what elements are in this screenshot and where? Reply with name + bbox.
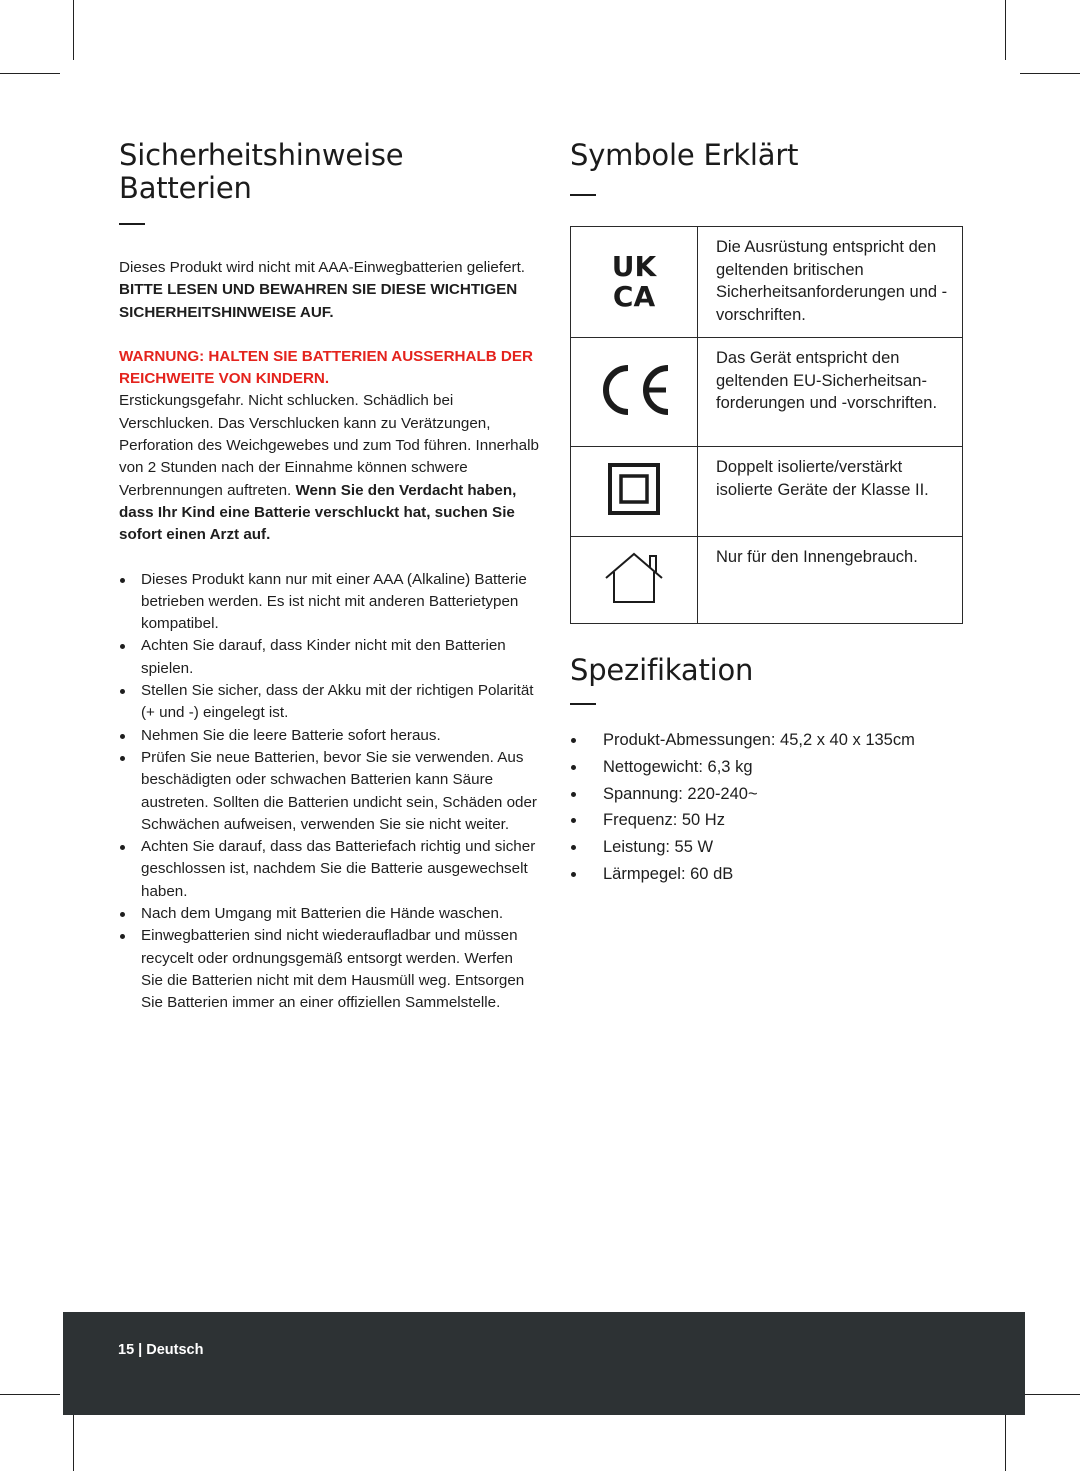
read-notice: BITTE LESEN UND BEWAHREN SIE DIESE WICHTIGEN SICHERHEITSHINWEISE AUF. [119, 281, 518, 321]
symbol-cell [571, 447, 698, 537]
symbol-description: Die Ausrüstung entspricht den geltenden britischen Sicherheitsanforderungen und -vorschriften. [698, 227, 963, 338]
specification-list [570, 727, 963, 888]
warning-bold-text: Wenn Sie den Verdacht haben, dass Ihr Kind eine Batterie verschluckt hat, suchen Sie sofort einen Arzt auf. [119, 481, 517, 544]
battery-safety-list [119, 569, 539, 1015]
ce-mark-icon [594, 360, 674, 420]
crop-mark [1020, 1394, 1080, 1395]
symbol-cell [571, 227, 698, 338]
table-row [571, 447, 963, 537]
crop-mark [1005, 1411, 1006, 1471]
table-row [571, 537, 963, 624]
list-item: Achten Sie darauf, dass Kinder nicht mit den Batterien spielen. [119, 635, 539, 680]
symbols-title: Symbole Erklärt [570, 138, 799, 172]
page-number-label: 15 | Deutsch [118, 1342, 204, 1358]
crop-mark [73, 1411, 74, 1471]
title-line: Batterien [119, 171, 252, 205]
title-line: Sicherheitshinweise [119, 138, 404, 172]
ukca-text-bottom: CA [612, 279, 656, 310]
list-item: Leistung: 55 W [570, 834, 963, 861]
page-footer [63, 1312, 1025, 1415]
table-row [571, 338, 963, 447]
list-item: Nehmen Sie die leere Batterie sofort heraus. [119, 725, 539, 747]
symbols-table [570, 226, 963, 624]
battery-safety-title [119, 139, 539, 205]
list-item: Nettogewicht: 6,3 kg [570, 754, 963, 781]
crop-mark [1020, 73, 1080, 74]
ukca-text-top: UK [611, 249, 657, 283]
title-underline [119, 223, 145, 225]
symbol-description: Doppelt isolierte/verstärkt isolierte Geräte der Klasse II. [698, 447, 963, 537]
list-item: Spannung: 220-240~ [570, 781, 963, 808]
crop-mark [73, 0, 74, 60]
crop-mark [0, 73, 60, 74]
intro-text: Dieses Produkt wird nicht mit AAA-Einwegbatterien geliefert. [119, 259, 526, 276]
symbol-cell [571, 338, 698, 447]
warning-text: Erstickungsgefahr. Nicht schlucken. Schädlich bei Verschlucken. Das Verschlucken kann zu Verätzungen, Perforation des Weichgewebes und zum Tod führen. Innerhalb von 2 Stunden nach der Einnahme können schwere Verbrennungen auftreten. [119, 392, 539, 499]
intro-paragraph [119, 257, 539, 324]
list-item: Einwegbatterien sind nicht wiederaufladbar und müssen recycelt oder ordnungsgemäß entsorgt werden. Werfen Sie die Batterien nicht mit dem Hausmüll weg. Entsorgen Sie Batterien immer an einer offiziellen Sammelstelle. [119, 925, 539, 1014]
specification-section [570, 654, 963, 888]
list-item: Stellen Sie sicher, dass der Akku mit der richtigen Polarität (+ und -) eingelegt ist. [119, 680, 539, 725]
symbol-description: Nur für den Innengebrauch. [698, 537, 963, 624]
warning-heading: WARNUNG: HALTEN SIE BATTERIEN AUSSERHALB DER REICHWEITE VON KINDERN. [119, 347, 533, 388]
list-item: Nach dem Umgang mit Batterien die Hände waschen. [119, 903, 539, 925]
title-underline [570, 703, 596, 705]
list-item: Lärmpegel: 60 dB [570, 861, 963, 888]
symbols-section [570, 139, 963, 196]
indoor-house-icon [602, 550, 666, 606]
list-item: Achten Sie darauf, dass das Batteriefach richtig und sicher geschlossen ist, nachdem Sie die Batterie ausgewechselt haben. [119, 836, 539, 903]
specification-title: Spezifikation [570, 653, 754, 687]
warning-paragraph [119, 346, 539, 547]
table-row [571, 227, 963, 338]
battery-safety-section [119, 139, 539, 1015]
ukca-mark-icon [604, 250, 664, 310]
crop-mark [0, 1394, 60, 1395]
symbol-cell [571, 537, 698, 624]
crop-mark [1005, 0, 1006, 60]
class-ii-double-square-icon [607, 462, 661, 516]
title-underline [570, 194, 596, 196]
list-item: Frequenz: 50 Hz [570, 807, 963, 834]
list-item: Prüfen Sie neue Batterien, bevor Sie sie verwenden. Aus beschädigten oder schwachen Batterien kann Säure austreten. Sollten die Batterien undicht sein, Schäden oder Schwächen aufweisen, verwenden Sie sie nicht weiter. [119, 747, 539, 836]
list-item: Dieses Produkt kann nur mit einer AAA (Alkaline) Batterie betrieben werden. Es ist nicht mit anderen Batterietypen kompatibel. [119, 569, 539, 636]
symbol-description: Das Gerät entspricht den geltenden EU-Sicherheitsanforderungen und -vorschriften. [698, 338, 963, 447]
list-item: Produkt-Abmessungen: 45,2 x 40 x 135cm [570, 727, 963, 754]
